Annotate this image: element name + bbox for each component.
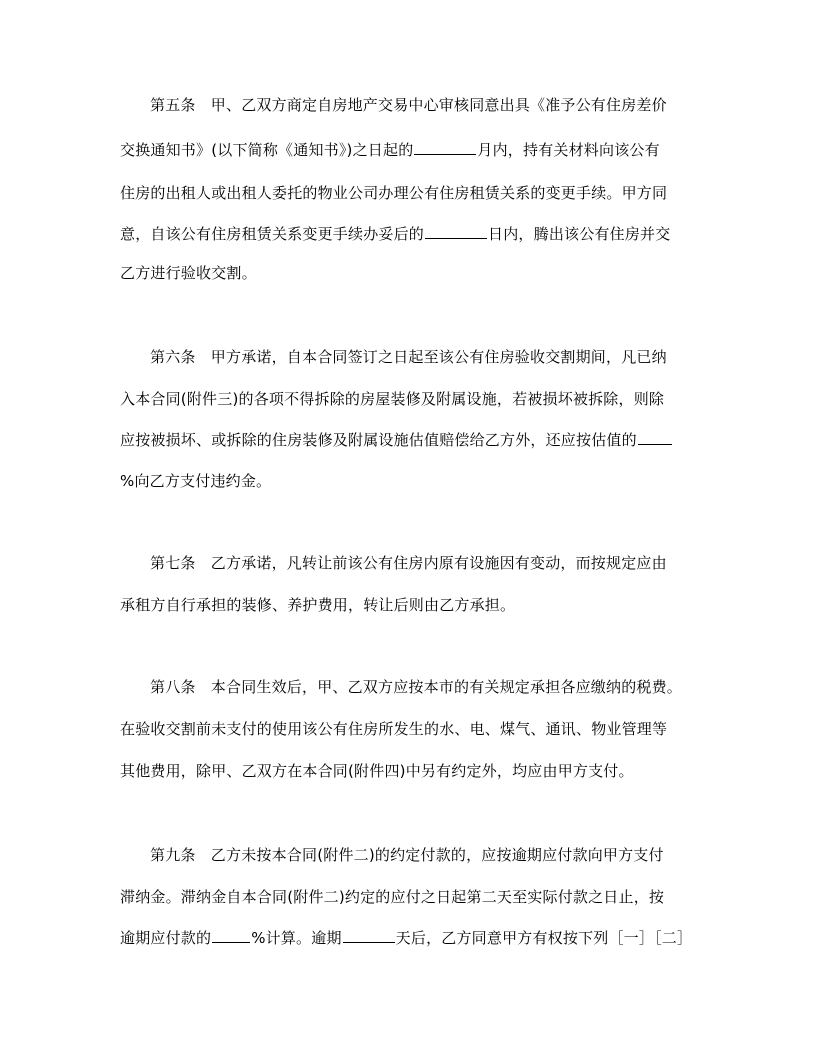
article-9-line-1: 第九条 乙方未按本合同(附件二)的约定付款的，应按逾期应付款向甲方支付 (150, 846, 664, 864)
article-5-line-2-text-a: 交换通知书》(以下简称《通知书》)之日起的 (120, 141, 414, 159)
article-9-line-3-text-a: 逾期应付款的 (120, 929, 212, 947)
article-5-line-3: 住房的出租人或出租人委托的物业公司办理公有住房租赁关系的变更手续。甲方同 (120, 184, 668, 202)
late-fee-percent-blank[interactable] (212, 928, 250, 943)
article-8-line-2: 在验收交割前未支付的使用该公有住房所发生的水、电、煤气、通讯、物业管理等 (120, 720, 668, 738)
article-8-line-3: 其他费用，除甲、乙双方在本合同(附件四)中另有约定外，均应由甲方支付。 (120, 762, 634, 780)
article-5-line-2-text-b: 月内，持有关材料向该公有 (477, 141, 660, 159)
article-7-line-1: 第七条 乙方承诺，凡转让前该公有住房内原有设施因有变动，而按规定应由 (150, 554, 667, 572)
article-6-line-3-text: 应按被损坏、或拆除的住房装修及附属设施估值赔偿给乙方外，还应按估值的 (120, 431, 637, 449)
article-6-line-1: 第六条 甲方承诺，自本合同签订之日起至该公有住房验收交割期间，凡已纳 (150, 348, 667, 366)
article-5-line-2 (120, 140, 660, 159)
article-9-line-2: 滞纳金。滞纳金自本合同(附件二)约定的应付之日起第二天至实际付款之日止，按 (120, 888, 665, 906)
article-6-line-4: %向乙方支付违约金。 (120, 472, 272, 490)
article-5-line-1: 第五条 甲、乙双方商定自房地产交易中心审核同意出具《准予公有住房差价 (150, 96, 667, 114)
article-5-line-5: 乙方进行验收交割。 (120, 264, 257, 282)
article-6-line-2: 入本合同(附件三)的各项不得拆除的房屋装修及附属设施，若被损坏被拆除，则除 (120, 390, 665, 408)
article-8-line-1: 第八条 本合同生效后，甲、乙双方应按本市的有关规定承担各应缴纳的税费。 (150, 678, 683, 696)
article-6-line-3 (120, 430, 673, 449)
months-blank[interactable] (414, 140, 476, 155)
article-9-line-3-text-c: 天后，乙方同意甲方有权按下列［一］［二］ (395, 929, 693, 947)
article-5-line-4-text-a: 意，自该公有住房租赁关系变更手续办妥后的 (120, 225, 425, 243)
article-9-line-3-text-b: %计算。逾期 (251, 929, 342, 947)
article-5-line-4-text-b: 日内，腾出该公有住房并交 (488, 225, 671, 243)
overdue-days-blank[interactable] (343, 928, 395, 943)
article-5-line-4 (120, 224, 670, 243)
article-9-line-3 (120, 928, 692, 947)
days-blank[interactable] (425, 224, 487, 239)
penalty-percent-blank[interactable] (638, 430, 672, 445)
article-7-line-2: 承租方自行承担的装修、养护费用，转让后则由乙方承担。 (120, 596, 516, 614)
